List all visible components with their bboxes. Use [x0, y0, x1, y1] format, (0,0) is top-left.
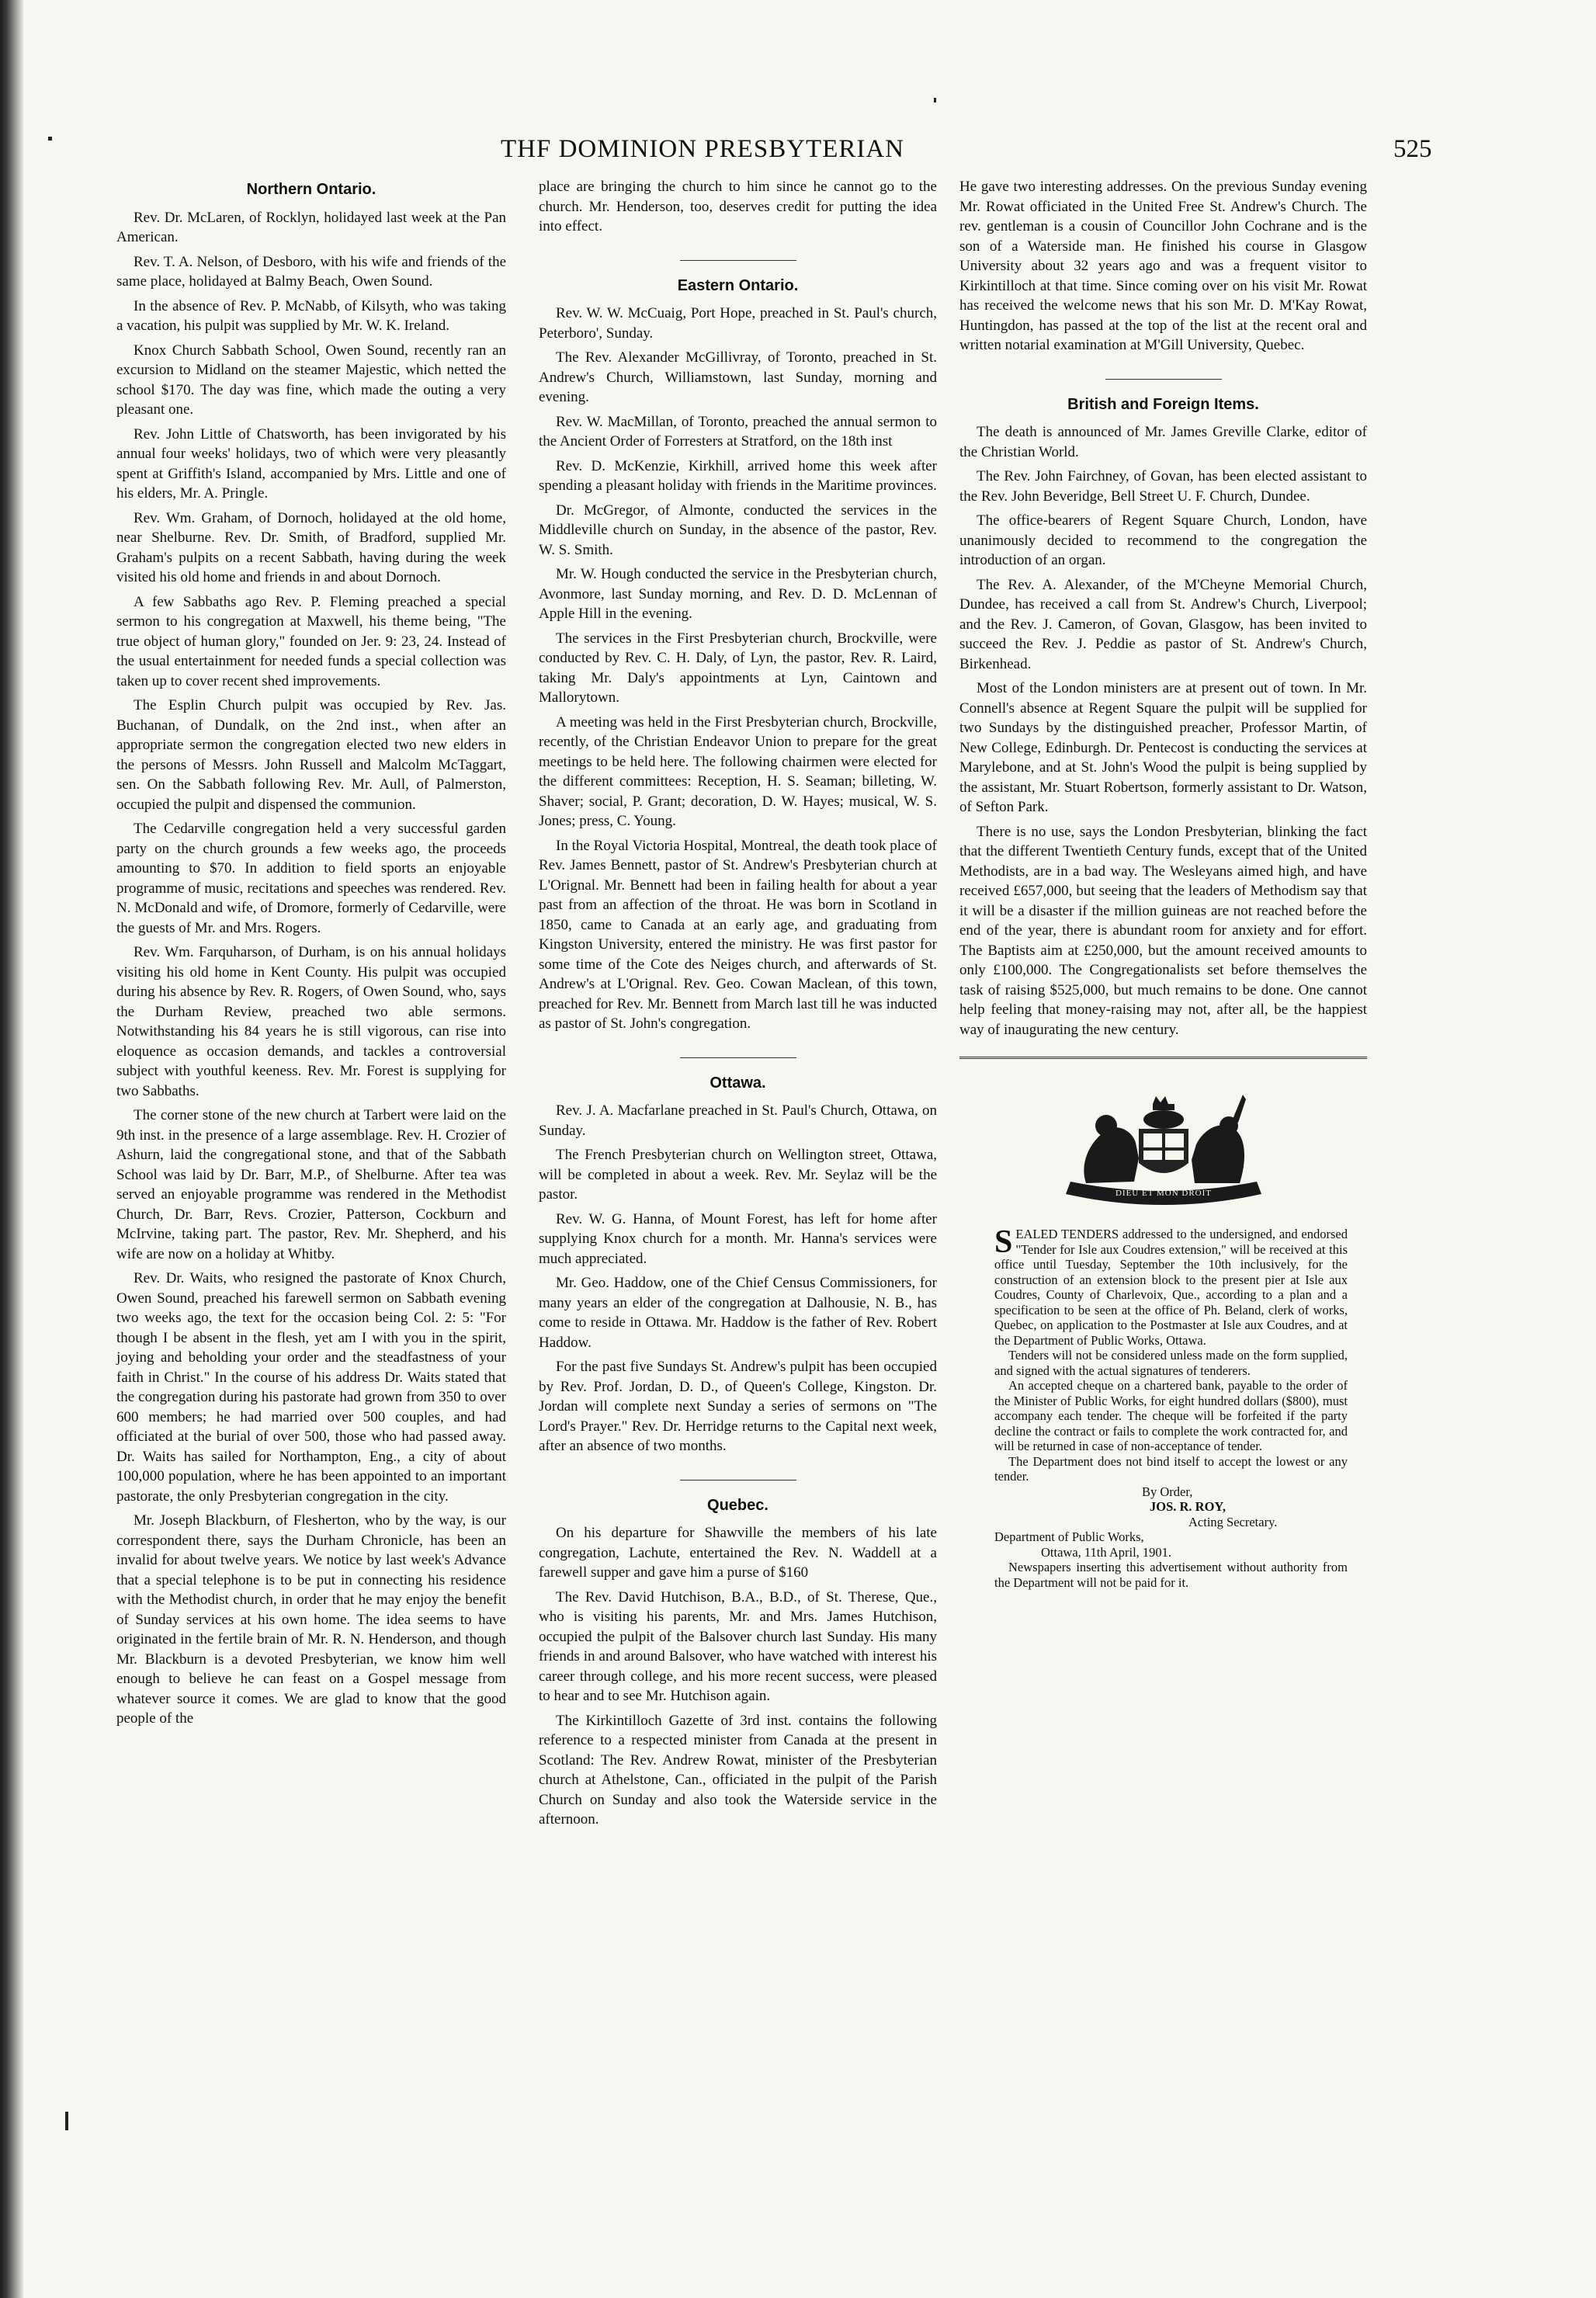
column-3 — [959, 177, 1367, 1590]
section-divider-double — [959, 1057, 1367, 1059]
news-paragraph: The Rev. David Hutchison, B.A., B.D., of St. Therese, Que., who is visiting his parents, Mr. and Mrs. James Hutchison, occupied the pulpit of the Balsover church last Sunday. His many friends in and around Balsover, who have watched with interest his career through college, and his more recent success, were pleased to hear and to see Mr. Hutchison again. — [539, 1588, 937, 1704]
news-paragraph: Rev. T. A. Nelson, of Desboro, with his wife and friends of the same place, holidayed at Balmy Beach, Owen Sound. — [116, 253, 506, 290]
ink-speck — [934, 98, 936, 102]
column-2 — [539, 177, 937, 1835]
tender-paragraph: Tenders will not be considered unless made on the form supplied, and signed with the actual signatures of tenderers. — [994, 1348, 1348, 1378]
column-1 — [116, 177, 506, 1734]
news-paragraph: The office-bearers of Regent Square Church, London, have unanimously decided to recommend to the congregation the introduction of an organ. — [959, 512, 1367, 568]
tender-notice-text: EALED TENDERS addressed to the undersigned, and endorsed "Tender for Isle aux Coudres extension," will be received at this office until Tuesday, September the 10th inclusively, for the construction of an extension block to the present pier at Isle aux Coudres, County of Charlevoix, Que., according to a plan and a specification to be seen at the office of Ph. Beland, clerk of works, Quebec, on application to the Postmaster at Isle aux Coudres, and at the Department of Public Works, Ottawa. — [994, 1227, 1348, 1348]
news-paragraph: There is no use, says the London Presbyterian, blinking the fact that the different Twentieth Century funds, except that of the United Methodists, are in a bad way. The Wesleyans aimed high, and have received £657,000, but seeing that the leaders of Methodism say that it will be a disaster if the million guineas are not reached before the end of the year, there is abundant room for anxiety and for effort. The Baptists aim at £250,000, but the amount received amounts to only £100,000. The Congregationalists set before themselves the task of raising $525,000, but much remains to be done. One cannot help feeling that money-raising may not, after all, be the happiest way of inaugurating the new century. — [959, 823, 1367, 1038]
news-paragraph: Rev. W. MacMillan, of Toronto, preached the annual sermon to the Ancient Order of Forresters at Stratford, on the 18th inst — [539, 413, 937, 450]
section-heading: Eastern Ontario. — [677, 276, 799, 294]
paragraph-continued: He gave two interesting addresses. On the previous Sunday evening Mr. Rowat officiated in the United Free St. Andrew's Church. The rev. gentleman is a cousin of Councillor John Cochrane and is the son of a Waterside man. He finished his course in Glasgow University about 32 years ago and was a frequent visitor to Kirkintilloch at that time. Since coming over on his visit Mr. Rowat has received the welcome news that his son Mr. D. M'Kay Rowat, Huntingdon, has passed at the top of the list at the recent oral and written notarial examination at M'Gill University, Quebec. — [959, 179, 1367, 353]
news-paragraph: Rev. W. W. McCuaig, Port Hope, preached in St. Paul's church, Peterboro', Sunday. — [539, 305, 937, 342]
news-paragraph: Mr. Joseph Blackburn, of Flesherton, who by the way, is our correspondent there, says the Durham Chronicle, has been an invalid for about twelve years. We notice by last week's Advance that a special telephone is to be put in connecting his residence with the Methodist church, in order that he may enjoy the benefit of Sunday services at his own home. The idea seems to have originated in the fertile brain of Mr. R. N. Henderson, and though Mr. Blackburn is a devoted Presbyterian, we know him well enough to believe he can feast on a Gospel message from whatever source it comes. We are glad to know that the good people of the — [116, 1512, 506, 1727]
news-paragraph: Rev. W. G. Hanna, of Mount Forest, has left for home after supplying Knox church for a month. Mr. Hanna's services were much appreciated. — [539, 1210, 937, 1267]
news-paragraph: Rev. Wm. Farquharson, of Durham, is on his annual holidays visiting his old home in Kent County. His pulpit was occupied during his absence by Rev. R. Rogers, of Owen Sound, who, says the Durham Review, preached two able sermons. Notwithstanding his 84 years he is still vigorous, can rise into eloquence as occasion demands, and tackles a controversial subject with youthful keeness. Rev. Mr. Forest is supplying for two Sabbaths. — [116, 944, 506, 1099]
news-paragraph: For the past five Sundays St. Andrew's pulpit has been occupied by Rev. Prof. Jordan, D. D., of Queen's College, Kingston. Dr. Jordan will complete next Sunday a series of sermons on "The Lord's Prayer." Rev. Dr. Herridge returns to the Capital next week, after an absence of two months. — [539, 1359, 937, 1454]
signer-title: Acting Secretary. — [1188, 1514, 1278, 1529]
tender-advertisement — [994, 1224, 1348, 1590]
section-divider — [680, 1480, 796, 1481]
section-divider — [680, 260, 796, 261]
news-paragraph: A few Sabbaths ago Rev. P. Fleming preached a special sermon to his congregation at Maxwell, his theme being, "The true object of human glory," founded on Jer. 9: 23, 24. Instead of the usual entertainment for needed funds a special collection was taken up to cover recent shed improvements. — [116, 593, 506, 689]
news-paragraph: The Rev. A. Alexander, of the M'Cheyne Memorial Church, Dundee, has received a call from St. Andrew's Church, Liverpool; and the Rev. J. Cameron, of Govan, Glasgow, has been invited to succeed the Rev. J. Peddie as pastor of St. Andrew's Church, Birkenhead. — [959, 576, 1367, 672]
news-paragraph: Rev. J. A. Macfarlane preached in St. Paul's Church, Ottawa, on Sunday. — [539, 1102, 937, 1139]
section-divider — [1105, 379, 1222, 380]
department-name: Department of Public Works, — [994, 1529, 1144, 1544]
ad-date: Ottawa, 11th April, 1901. — [1041, 1544, 1172, 1560]
running-head — [0, 132, 1596, 179]
publication-title: THF DOMINION PRESBYTERIAN — [501, 135, 905, 163]
news-paragraph: The death is announced of Mr. James Greville Clarke, editor of the Christian World. — [959, 424, 1367, 460]
tender-paragraph: Newspapers inserting this advertisement without authority from the Department will not be paid for it. — [994, 1560, 1348, 1590]
by-order: By Order, — [1142, 1484, 1193, 1499]
tender-notice — [994, 1224, 1348, 1348]
news-paragraph: Mr. W. Hough conducted the service in the Presbyterian church, Avonmore, last Sunday morning, and Rev. D. D. McLennan of Apple Hill in the evening. — [539, 566, 937, 622]
royal-crest-icon — [1039, 1090, 1288, 1206]
news-paragraph: Knox Church Sabbath School, Owen Sound, recently ran an excursion to Midland on the steamer Majestic, which netted the school $170. The day was fine, which made the outing a very pleasant one. — [116, 342, 506, 418]
news-paragraph: The Cedarville congregation held a very successful garden party on the church grounds a few weeks ago, the proceeds amounting to $70. In addition to field sports an enjoyable programme of music, recitations and speeches was rendered. Rev. N. McDonald and wife, of Dromore, formerly of Cedarville, were the guests of Mr. and Mrs. Rogers. — [116, 821, 506, 936]
section-heading: Northern Ontario. — [246, 181, 376, 198]
column-3-text — [959, 177, 1367, 1040]
tender-paragraph: The Department does not bind itself to accept the lowest or any tender. — [994, 1453, 1348, 1484]
paragraph-continued: place are bringing the church to him since he cannot go to the church. Mr. Henderson, too, deserves credit for putting the idea into effect. — [539, 179, 937, 234]
news-paragraph: The Rev. John Fairchney, of Govan, has been elected assistant to the Rev. John Beveridge, Bell Street U. F. Church, Dundee. — [959, 468, 1367, 505]
crest-motto: DIEU ET MON DROIT — [1115, 1189, 1212, 1198]
news-paragraph: In the Royal Victoria Hospital, Montreal, the death took place of Rev. James Bennett, pastor of St. Andrew's Presbyterian church at L'Orignal. Mr. Bennett had been in failing health for about a year past from an affection of the throat. He was born in Scotland in 1850, came to Canada at an early age, and graduating from Kingston University, entered the ministry. He was first pastor for some time of the Cote des Neiges church, and afterwards of St. Andrew's at L'Orignal. Rev. Geo. Cowan Maclean, of this town, preached for Rev. Mr. Bennett from March last till he was inducted as pastor of St. John's congregation. — [539, 837, 937, 1032]
news-paragraph: Rev. Wm. Graham, of Dornoch, holidayed at the old home, near Shelburne. Rev. Dr. Smith, of Bradford, supplied Mr. Graham's pulpits on a recent Sabbath, having during the week visited his old home and friends in and about Dornoch. — [116, 509, 506, 585]
news-paragraph: Rev. Dr. Waits, who resigned the pastorate of Knox Church, Owen Sound, preached his farewell sermon on Sabbath evening two weeks ago, the text for the occasion being Col. 2: 5: "For though I be absent in the flesh, yet am I with you in the spirit, joying and beholding your order and the steadfastness of your faith in Christ." In the course of his address Dr. Waits stated that the congregation during his pastorate had grown from 350 to over 600 members; he had married over 500 couples, and had officiated at the burial of over 500, those who had passed away. Dr. Waits has sailed for Northampton, Eng., a city of about 100,000 population, where he has been appointed to an important pastorate, the only Presbyterian congregation in the city. — [116, 1270, 506, 1505]
ink-mark — [65, 2112, 68, 2130]
news-paragraph: Dr. McGregor, of Almonte, conducted the services in the Middleville church on Sunday, in the absence of the pastor, Rev. W. S. Smith. — [539, 502, 937, 558]
section-heading: Quebec. — [707, 1496, 769, 1514]
news-paragraph: The Kirkintilloch Gazette of 3rd inst. contains the following reference to a respected minister from Canada at the present in Scotland: The Rev. Andrew Rowat, minister of the Presbyterian church at Athelstone, Can., officiated in the pulpit of the Parish Church on Sunday and also took the Waterside service in the afternoon. — [539, 1712, 937, 1828]
news-paragraph: Mr. Geo. Haddow, one of the Chief Census Commissioners, for many years an elder of the congregation at Dalhousie, N. B., has come to reside in Ottawa. Mr. Haddow is the father of Rev. Robert Haddow. — [539, 1275, 937, 1351]
news-paragraph: A meeting was held in the First Presbyterian church, Brockville, recently, of the Christian Endeavor Union to prepare for the great meetings to be held here. The following chairmen were elected for the different committees: Reception, H. S. Seaman; billeting, W. Shaver; social, P. Grant; decoration, D. W. Hayes; musical, W. S. Jones; press, C. Young. — [539, 713, 937, 829]
tender-paragraph: An accepted cheque on a chartered bank, payable to the order of the Minister of Public Works, for eight hundred dollars ($800), must accompany each tender. The cheque will be forfeited if the party decline the contract or fails to complete the work contracted for, and will be returned in case of non-acceptance of tender. — [994, 1378, 1348, 1453]
section-heading: Ottawa. — [710, 1074, 766, 1092]
drop-cap: S — [994, 1224, 1013, 1260]
news-paragraph: The Esplin Church pulpit was occupied by Rev. Jas. Buchanan, of Dundalk, on the 2nd inst., when after an appropriate sermon the congregation elected two new elders in the persons of Messrs. John Russell and Malcolm McTaggart, sen. On the Sabbath following Rev. Mr. Aull, of Palmerston, occupied the pulpit and dispensed the communion. — [116, 697, 506, 813]
signer-name: JOS. R. ROY, — [1150, 1499, 1226, 1514]
news-paragraph: Most of the London ministers are at present out of town. In Mr. Connell's absence at Regent Square the pulpit will be supplied for two Sundays by the distinguished preacher, Professor Martin, of New College, Edinburgh. Dr. Pentecost is conducting the services at Marylebone, and at St. John's Wood the pulpit is being supplied by the assistant, Mr. Stuart Robertson, formerly assistant to Dr. Watson, of Sefton Park. — [959, 680, 1367, 815]
section-divider — [680, 1057, 796, 1058]
news-paragraph: The corner stone of the new church at Tarbert were laid on the 9th inst. in the presence of a large assemblage. Rev. H. Crozier of Ashurn, laid the congregational stone, and that of the Sabbath School was laid by Dr. Barr, M.P., of Shelburne. After tea was served an enjoyable programme was rendered in the Methodist Church, Dr. Barr, Revs. Crozier, Patterson, Cockburn and McIrvine, taking part. The pastor, Rev. Mr. Shepherd, and his wife are now on a holiday at Whitby. — [116, 1107, 506, 1262]
news-paragraph: The Rev. Alexander McGillivray, of Toronto, preached in St. Andrew's Church, Williamstown, last Sunday, morning and evening. — [539, 349, 937, 405]
news-paragraph: Rev. John Little of Chatsworth, has been invigorated by his annual four weeks' holidays, two of which were very pleasantly spent at Griffith's Island, accompanied by Mrs. Little and one of his elders, Mr. A. Pringle. — [116, 425, 506, 502]
news-paragraph: The French Presbyterian church on Wellington street, Ottawa, will be completed in about a week. Rev. Mr. Seylaz will be the pastor. — [539, 1147, 937, 1203]
news-paragraph: Rev. Dr. McLaren, of Rocklyn, holidayed last week at the Pan American. — [116, 209, 506, 245]
news-paragraph: On his departure for Shawville the members of his late congregation, Lachute, entertained the Rev. N. Waddell at a farewell supper and gave him a purse of $160 — [539, 1525, 937, 1581]
binding-gutter — [0, 0, 23, 2298]
news-paragraph: The services in the First Presbyterian church, Brockville, were conducted by Rev. C. H. Daly, of Lyn, the pastor, Rev. R. Laird, taking Mr. Daly's appointments at Lyn, Caintown and Mallorytown. — [539, 630, 937, 706]
news-paragraph: In the absence of Rev. P. McNabb, of Kilsyth, who was taking a vacation, his pulpit was supplied by Mr. W. K. Ireland. — [116, 297, 506, 334]
page-number: 525 — [1393, 135, 1432, 163]
section-heading: British and Foreign Items. — [1067, 395, 1259, 413]
news-paragraph: Rev. D. McKenzie, Kirkhill, arrived home this week after spending a pleasant holiday with friends in the Maritime provinces. — [539, 457, 937, 494]
